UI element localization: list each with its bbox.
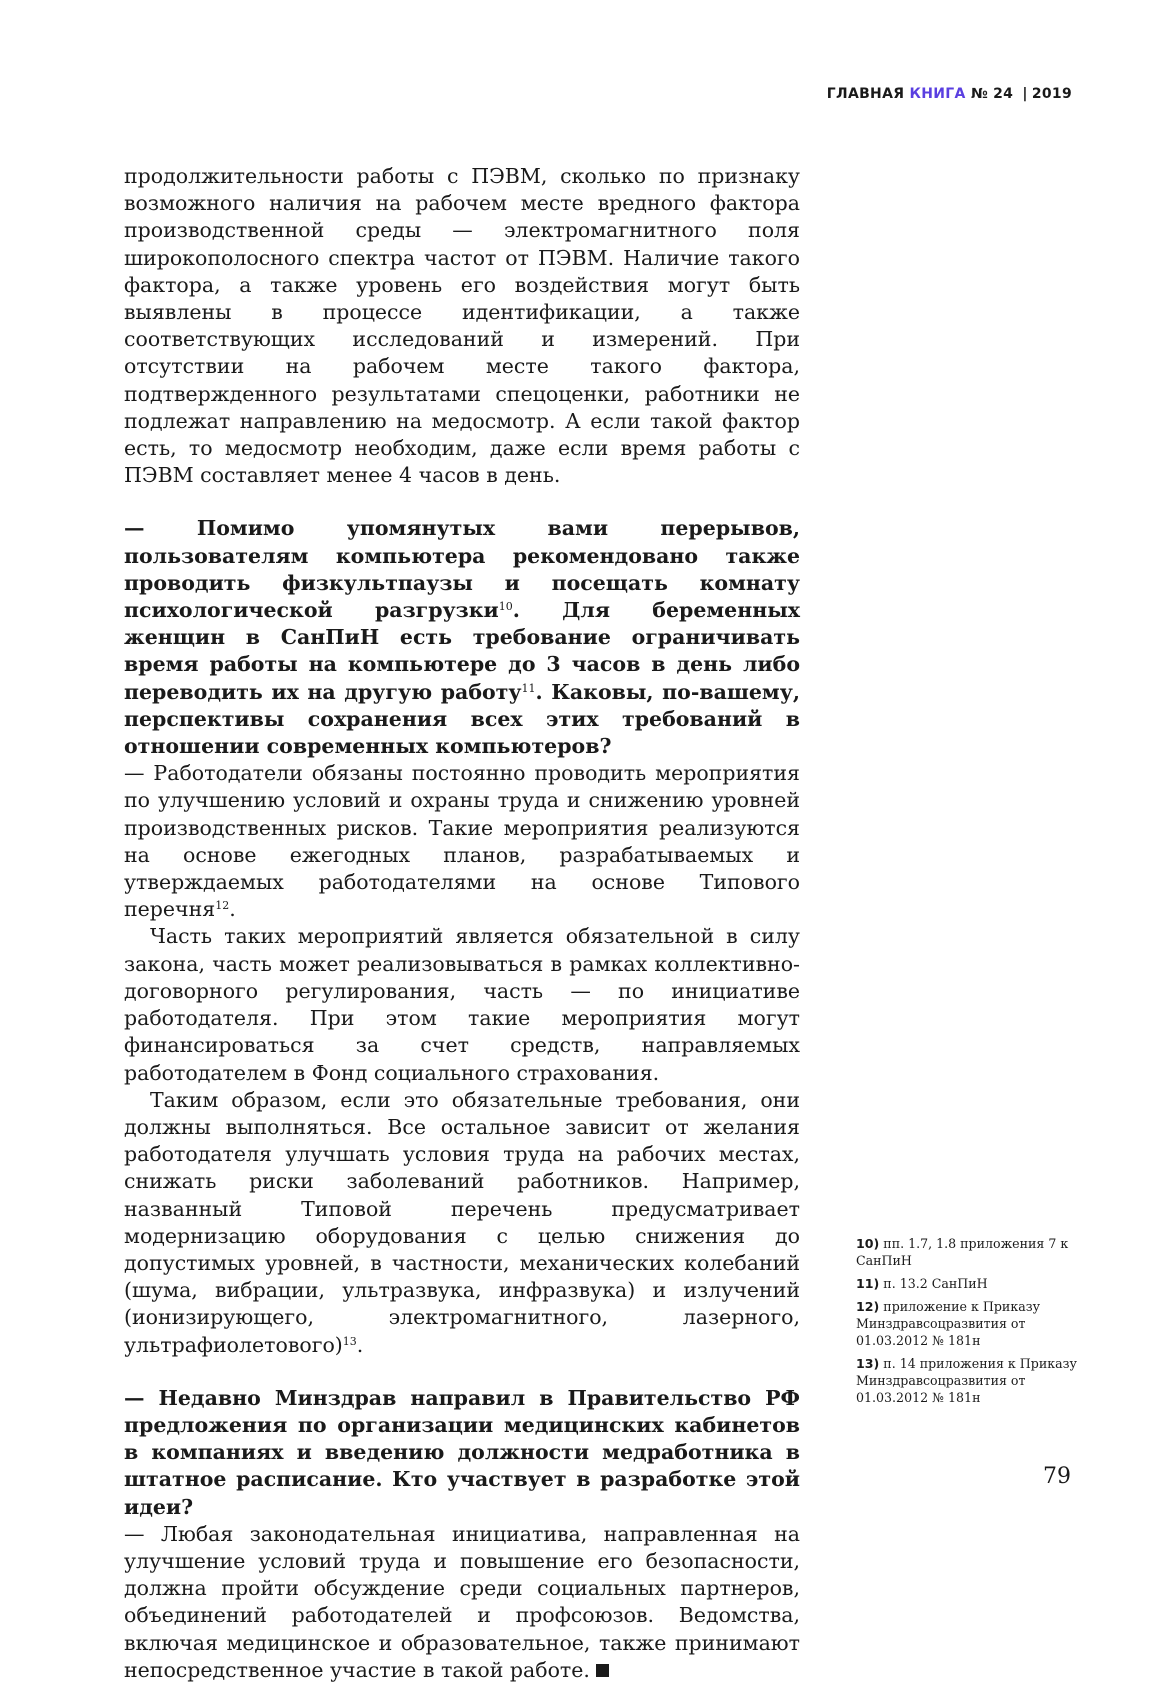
footnote-text: п. 13.2 СанПиН (883, 1276, 988, 1291)
running-header (827, 86, 1072, 102)
footnote-ref-12: 12 (215, 899, 230, 913)
end-of-article-mark (596, 1664, 609, 1677)
question-1-text-b: . Для беременных женщин в СанПиН есть требование ограничивать время работы на компьютере до 3 часов в день либо переводить их на другую работу (124, 598, 800, 704)
question-1-text-c: . Каковы, по-вашему, перспективы сохранения всех этих требований в отношении современных компьютеров? (124, 679, 801, 759)
question-1-text-a: — Помимо упомянутых вами перерывов, пользователям компьютера рекомендовано также проводить физкультпаузы и посещать комнату психологической разгрузки (124, 516, 800, 623)
answer-1-paragraph-3 (124, 1087, 800, 1359)
footnote-ref-13: 13 (342, 1334, 357, 1348)
footnote-11 (856, 1275, 1086, 1292)
brand-name-part1: ГЛАВНАЯ (826, 86, 905, 102)
footnote-ref-10: 10 (498, 600, 513, 614)
footnote-text: пп. 1.7, 1.8 приложения 7 к СанПиН (856, 1236, 1069, 1268)
footnote-13 (856, 1355, 1086, 1406)
header-separator: | (1022, 86, 1028, 102)
brand-name-part2: КНИГА (909, 86, 966, 102)
footnote-text: п. 14 приложения к Приказу Минздравсоцразвития от 01.03.2012 № 181н (856, 1356, 1077, 1405)
footnote-number: 10) (856, 1236, 880, 1251)
footnote-number: 11) (856, 1276, 880, 1291)
answer-1-text: — Работодатели обязаны постоянно проводить мероприятия по улучшению условий и охраны труда и снижению уровней производственных рисков. Такие мероприятия реализуются на основе ежегодных планов, разрабатываемых и утверждаемых работодателями на основе Типового перечня (124, 761, 800, 922)
answer-2-text: — Любая законодательная инициатива, направленная на улучшение условий труда и повышение его безопасности, должна пройти обсуждение среди социальных партнеров, объединений работодателей и профсоюзов. Ведомства, включая медицинское и образовательное, также принимают непосредственное участие в такой работе. (124, 1521, 800, 1682)
answer-1-paragraph-1 (124, 760, 800, 923)
footnote-number: 12) (856, 1299, 880, 1314)
answer-paragraph-continued: продолжительности работы с ПЭВМ, сколько по признаку возможного наличия на рабочем месте вредного фактора производственной среды — электромагнитного поля широкополосного спектра частот от ПЭВМ. Наличие такого фактора, а также уровень его воздействия могут быть выявлены в процессе идентификации, а также соответствующих исследований и измерений. При отсутствии на рабочем месте такого фактора, подтвержденного результатами спецоценки, работники не подлежат направлению на медосмотр. А если такой фактор есть, то медосмотр необходим, даже если время работы с ПЭВМ составляет менее 4 часов в день. (124, 164, 800, 488)
answer-2-paragraph (124, 1521, 800, 1684)
footnote-text: приложение к Приказу Минздравсоцразвития от 01.03.2012 № 181н (856, 1299, 1040, 1348)
issue-number: № 24 (970, 86, 1014, 102)
answer-1-p3-period: . (356, 1332, 364, 1357)
footnote-10 (856, 1235, 1086, 1269)
answer-1-paragraph-2: Часть таких мероприятий является обязательной в силу закона, часть может реализовываться в рамках коллективно-договорного регулирования, часть — по инициативе работодателя. При этом такие мероприятия могут финансироваться за счет средств, направляемых работодателем в Фонд социального страхования. (124, 924, 800, 1085)
interview-question-2: — Недавно Минздрав направил в Правительство РФ предложения по организации медицинских кабинетов в компаниях и введению должности медработника в штатное расписание. Кто участвует в разработке этой идеи? (124, 1385, 800, 1519)
footnote-ref-11: 11 (521, 681, 536, 695)
footnotes (856, 1235, 1086, 1412)
footnote-number: 13) (856, 1356, 880, 1371)
issue-year: 2019 (1031, 86, 1072, 102)
footnote-12 (856, 1298, 1086, 1349)
answer-1-p3-text: Таким образом, если это обязательные требования, они должны выполняться. Все остальное зависит от желания работодателя улучшать условия труда на рабочих местах, снижать риски заболеваний работников. Например, названный Типовой перечень предусматривает модернизацию оборудования с целью снижения до допустимых уровней, в частности, механических колебаний (шума, вибрации, ультразвука, инфразвука) и излучений (ионизирующего, электромагнитного, лазерного, ультрафиолетового) (124, 1087, 800, 1357)
page-number: 79 (1043, 1464, 1071, 1489)
answer-1-period: . (229, 897, 236, 922)
article-body (124, 163, 800, 1684)
interview-question-1 (124, 515, 800, 760)
